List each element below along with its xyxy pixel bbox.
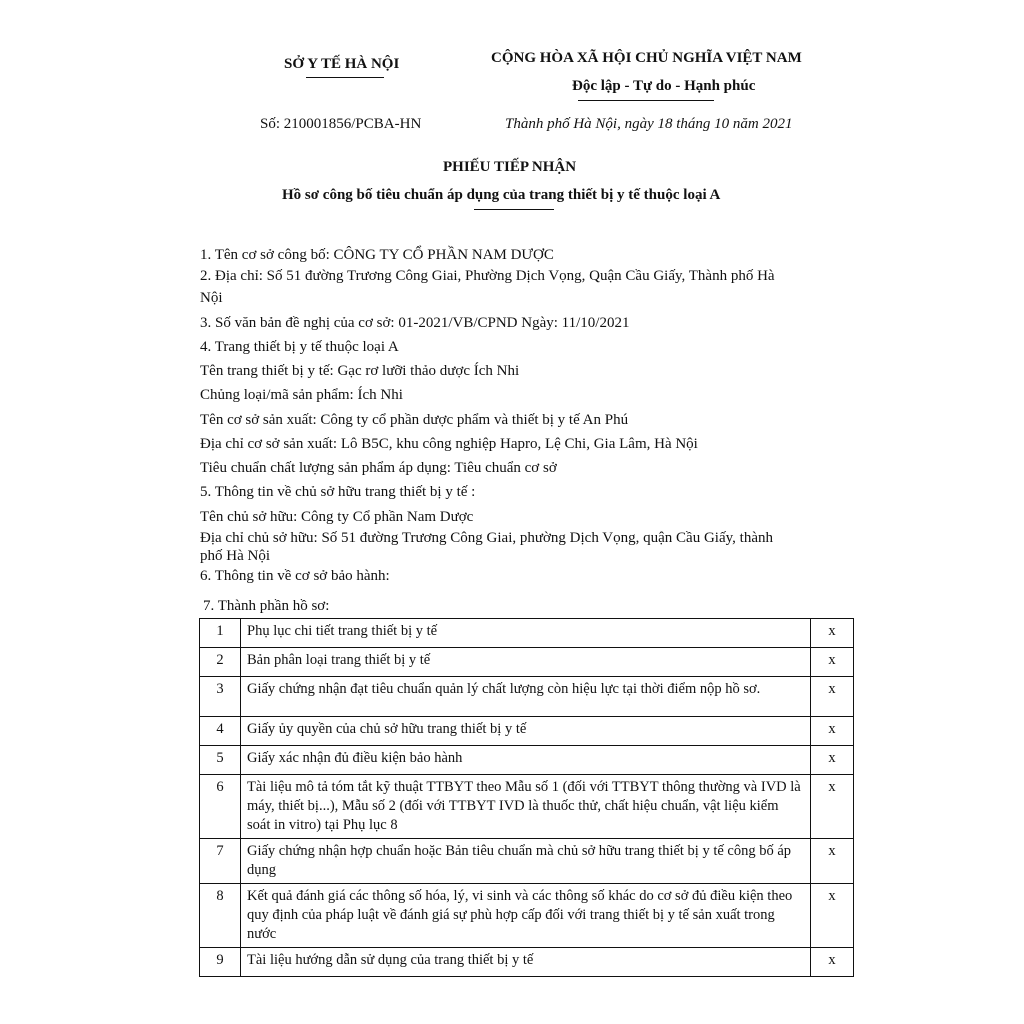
national-motto: Độc lập - Tự do - Hạnh phúc	[572, 78, 756, 94]
row-checkmark: x	[811, 619, 854, 648]
device-name: Tên trang thiết bị y tế: Gạc rơ lưỡi thảo dược Ích Nhi	[200, 363, 520, 379]
table-row	[200, 948, 854, 977]
row-number: 3	[200, 677, 241, 717]
row-description: Tài liệu hướng dẫn sử dụng của trang thiết bị y tế	[241, 948, 811, 977]
owner-info-heading: 5. Thông tin về chủ sở hữu trang thiết bị y tế :	[200, 484, 476, 500]
row-description: Tài liệu mô tả tóm tắt kỹ thuật TTBYT theo Mẫu số 1 (đối với TTBYT thông thường và IVD là máy, thiết bị...), Mẫu số 2 (đối với TTBYT IVD là thuốc thử, chất hiệu chuẩn, vật liệu kiểm soát in vitro) tại Phụ lục 8	[241, 775, 811, 839]
dossier-table	[199, 618, 854, 977]
row-number: 1	[200, 619, 241, 648]
manufacturer-address: Địa chỉ cơ sở sản xuất: Lô B5C, khu công nghiệp Hapro, Lệ Chi, Gia Lâm, Hà Nội	[200, 436, 698, 452]
place-date: Thành phố Hà Nội, ngày 18 tháng 10 năm 2021	[505, 116, 793, 132]
row-description: Giấy ủy quyền của chủ sở hữu trang thiết bị y tế	[241, 717, 811, 746]
row-checkmark: x	[811, 775, 854, 839]
row-number: 4	[200, 717, 241, 746]
row-checkmark: x	[811, 717, 854, 746]
table-row	[200, 648, 854, 677]
warranty-heading: 6. Thông tin về cơ sở bảo hành:	[200, 568, 390, 584]
declarant-address-line2: Nội	[200, 290, 223, 306]
row-number: 2	[200, 648, 241, 677]
row-checkmark: x	[811, 746, 854, 775]
dossier-table-body	[200, 619, 854, 977]
row-description: Giấy chứng nhận hợp chuẩn hoặc Bản tiêu chuẩn mà chủ sở hữu trang thiết bị y tế công bố áp dụng	[241, 839, 811, 884]
row-number: 5	[200, 746, 241, 775]
row-number: 7	[200, 839, 241, 884]
row-description: Kết quả đánh giá các thông số hóa, lý, vi sinh và các thông số khác do cơ sở đủ điều kiện theo quy định của pháp luật về đánh giá sự phù hợp cấp đối với trang thiết bị y tế sản xuất trong nước	[241, 884, 811, 948]
manufacturer-name: Tên cơ sở sản xuất: Công ty cổ phần dược phẩm và thiết bị y tế An Phú	[200, 412, 629, 428]
table-row	[200, 839, 854, 884]
table-row	[200, 775, 854, 839]
nation-name: CỘNG HÒA XÃ HỘI CHỦ NGHĨA VIỆT NAM	[491, 50, 802, 66]
row-description: Giấy xác nhận đủ điều kiện bảo hành	[241, 746, 811, 775]
row-number: 8	[200, 884, 241, 948]
declarant-name: 1. Tên cơ sở công bố: CÔNG TY CỔ PHẦN NAM DƯỢC	[200, 247, 554, 263]
subtitle-underline	[474, 209, 554, 210]
table-row	[200, 746, 854, 775]
table-row	[200, 884, 854, 948]
table-row	[200, 677, 854, 717]
device-class-heading: 4. Trang thiết bị y tế thuộc loại A	[200, 339, 399, 355]
owner-name: Tên chủ sở hữu: Công ty Cổ phần Nam Dược	[200, 509, 474, 525]
row-description: Phụ lục chi tiết trang thiết bị y tế	[241, 619, 811, 648]
request-document: 3. Số văn bản đề nghị của cơ sở: 01-2021/VB/CPND Ngày: 11/10/2021	[200, 315, 630, 331]
row-number: 9	[200, 948, 241, 977]
form-subtitle: Hồ sơ công bố tiêu chuẩn áp dụng của trang thiết bị y tế thuộc loại A	[282, 187, 721, 203]
owner-address-line1: Địa chỉ chủ sở hữu: Số 51 đường Trương Công Giai, phường Dịch Vọng, quận Cầu Giấy, thành	[200, 530, 773, 546]
table-row	[200, 619, 854, 648]
row-checkmark: x	[811, 948, 854, 977]
row-checkmark: x	[811, 839, 854, 884]
dossier-heading: 7. Thành phần hồ sơ:	[203, 598, 330, 614]
quality-standard: Tiêu chuẩn chất lượng sản phẩm áp dụng: Tiêu chuẩn cơ sở	[200, 460, 557, 476]
device-code: Chủng loại/mã sản phẩm: Ích Nhi	[200, 387, 403, 403]
row-checkmark: x	[811, 884, 854, 948]
declarant-address-line1: 2. Địa chỉ: Số 51 đường Trương Công Giai, Phường Dịch Vọng, Quận Cầu Giấy, Thành phố Hà	[200, 268, 775, 284]
document-number: Số: 210001856/PCBA-HN	[260, 116, 422, 132]
agency-name: SỞ Y TẾ HÀ NỘI	[284, 56, 400, 72]
row-number: 6	[200, 775, 241, 839]
row-checkmark: x	[811, 648, 854, 677]
owner-address-line2: phố Hà Nội	[200, 548, 270, 564]
table-row	[200, 717, 854, 746]
row-checkmark: x	[811, 677, 854, 717]
agency-underline	[306, 77, 384, 78]
form-title: PHIẾU TIẾP NHẬN	[443, 159, 577, 175]
row-description: Giấy chứng nhận đạt tiêu chuẩn quản lý chất lượng còn hiệu lực tại thời điểm nộp hồ sơ.	[241, 677, 811, 717]
row-description: Bản phân loại trang thiết bị y tế	[241, 648, 811, 677]
motto-underline	[578, 100, 714, 101]
